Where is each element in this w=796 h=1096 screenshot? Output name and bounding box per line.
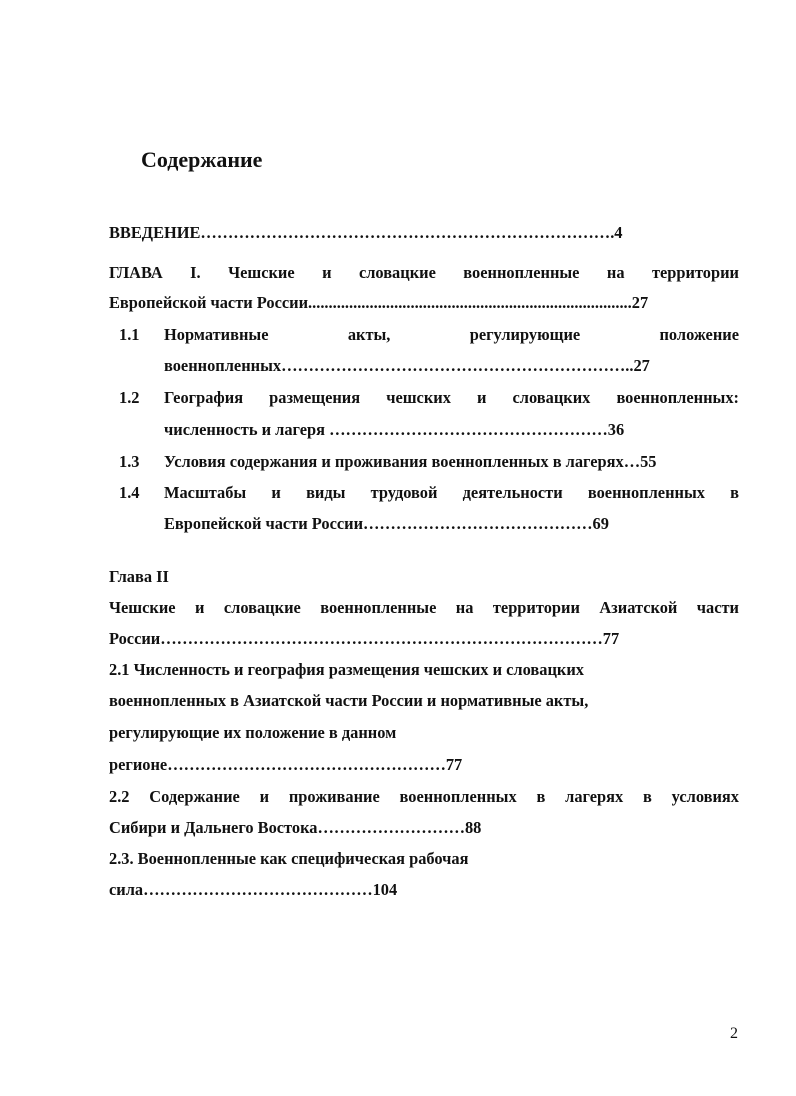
toc-chapter-1-line-1: ГЛАВА I. Чешские и словацкие военнопленные на территории — [109, 263, 739, 282]
toc-section-number: 1.2 — [119, 388, 140, 407]
toc-section-2-3-line-1: 2.3. Военнопленные как специфическая рабочая — [109, 849, 469, 868]
toc-entry-introduction: ВВЕДЕНИЕ………………………………………………………………….4 — [109, 223, 623, 242]
toc-section-2-1-line-1: 2.1 Численность и география размещения чешских и словацких — [109, 660, 584, 679]
toc-section-2-1-line-2: военнопленных в Азиатской части России и нормативные акты, — [109, 691, 589, 710]
toc-section-2-1-line-3: регулирующие их положение в данном — [109, 723, 397, 742]
toc-section-1-1-line-2: военнопленных………………………………………………………..27 — [164, 356, 650, 375]
toc-section-1-4-line-1: Масштабы и виды трудовой деятельности военнопленных в — [164, 483, 739, 502]
page-number: 2 — [730, 1025, 738, 1042]
toc-section-1-2-line-1: География размещения чешских и словацких военнопленных: — [164, 388, 739, 407]
toc-chapter-2-line-2: России………………………………………………………………………77 — [109, 629, 620, 648]
toc-section-number: 1.3 — [119, 452, 140, 471]
toc-section-number: 1.4 — [119, 483, 140, 502]
toc-chapter-1-line-2: Европейской части России...............................................................................27 — [109, 293, 649, 312]
toc-section-1-3-line-1: Условия содержания и проживания военнопленных в лагерях…55 — [164, 452, 657, 471]
toc-section-2-2-line-1: 2.2 Содержание и проживание военнопленных в лагерях в условиях — [109, 787, 739, 806]
toc-chapter-2-line-1: Чешские и словацкие военнопленные на территории Азиатской части — [109, 598, 739, 617]
toc-section-number: 1.1 — [119, 325, 140, 344]
toc-chapter-2-heading: Глава II — [109, 567, 169, 586]
toc-section-2-3-line-2: сила……………………………………104 — [109, 880, 398, 899]
toc-section-1-4-line-2: Европейской части России……………………………………69 — [164, 514, 609, 533]
toc-section-2-2-line-2: Сибири и Дальнего Востока………………………88 — [109, 818, 482, 837]
toc-section-1-1-line-1: Нормативные акты, регулирующие положение — [164, 325, 739, 344]
toc-section-2-1-line-4: регионе……………………………………………77 — [109, 755, 463, 774]
toc-section-1-2-line-2: численность и лагеря ……………………………………………36 — [164, 420, 625, 439]
page-title: Содержание — [141, 147, 263, 172]
